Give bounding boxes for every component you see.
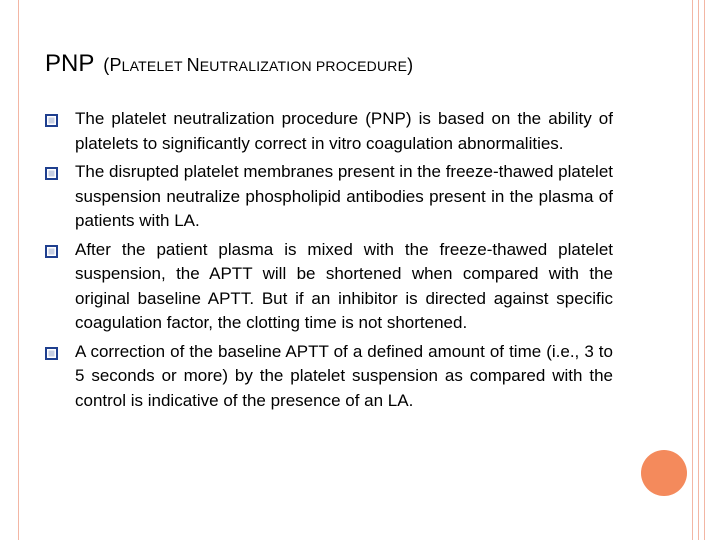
bullet-text: A correction of the baseline APTT of a defined amount of time (i.e., 3 to 5 seconds or more) by the platelet suspension as compared with the control is indicative of the presence of an LA.	[75, 341, 613, 410]
left-accent-line	[18, 0, 19, 540]
list-item	[45, 340, 613, 414]
list-item	[45, 238, 613, 336]
slide-title	[45, 42, 413, 79]
hollow-square-bullet-icon	[45, 114, 58, 127]
list-item	[45, 160, 613, 234]
right-accent-line-1	[692, 0, 693, 540]
decorative-circle	[641, 450, 687, 496]
hollow-square-bullet-icon	[45, 347, 58, 360]
bullet-text: After the patient plasma is mixed with the freeze-thawed platelet suspension, the APTT will be shortened when compared with the original baseline APTT. But if an inhibitor is directed against specific coagulation factor, the clotting time is not shortened.	[75, 239, 613, 332]
title-acronym: PNP	[45, 50, 95, 77]
list-item	[45, 107, 613, 156]
hollow-square-bullet-icon	[45, 245, 58, 258]
bullet-list	[45, 107, 613, 417]
bullet-text: The disrupted platelet membranes present in the freeze-thawed platelet suspension neutralize phospholipid antibodies present in the plasma of patients with LA.	[75, 162, 613, 230]
right-accent-line-3	[704, 0, 705, 540]
title-expansion: (PLATELET NEUTRALIZATION PROCEDURE)	[103, 55, 414, 75]
right-accent-line-2	[698, 0, 699, 540]
hollow-square-bullet-icon	[45, 167, 58, 180]
bullet-text: The platelet neutralization procedure (PNP) is based on the ability of platelets to significantly correct in vitro coagulation abnormalities.	[75, 109, 613, 153]
